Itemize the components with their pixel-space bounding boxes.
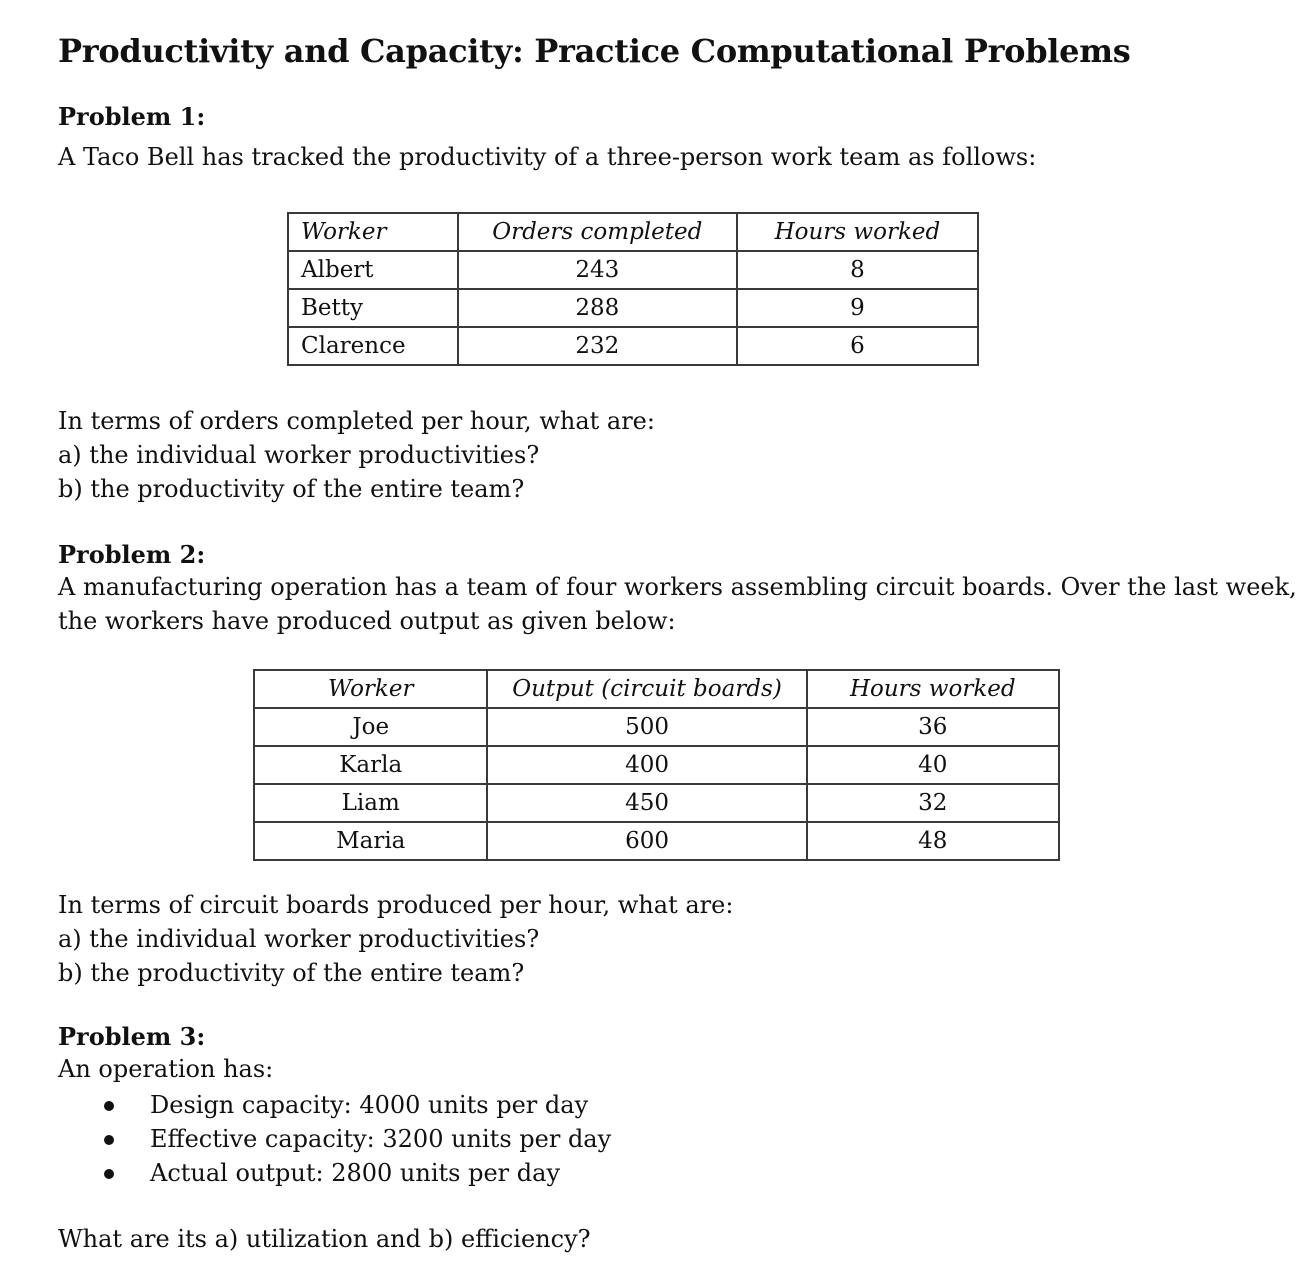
table-cell: 6: [737, 327, 978, 365]
problem-2-table: [253, 669, 1060, 861]
problem-3-heading: Problem 3:: [58, 1022, 206, 1051]
table-cell: 40: [807, 746, 1059, 784]
table-row: [288, 327, 978, 365]
table-row: [288, 289, 978, 327]
list-item: [58, 1156, 611, 1190]
table-cell: Clarence: [288, 327, 458, 365]
column-header: Output (circuit boards): [487, 670, 806, 708]
table-cell: 288: [458, 289, 737, 327]
bullet-icon: [104, 1169, 114, 1179]
column-header: Hours worked: [737, 213, 978, 251]
problem-1-intro: A Taco Bell has tracked the productivity of a three-person work team as follows:: [58, 143, 1037, 171]
question-line: b) the productivity of the entire team?: [58, 959, 525, 987]
page-title: Productivity and Capacity: Practice Computational Problems: [58, 32, 1131, 70]
table-cell: 48: [807, 822, 1059, 860]
table-row: [254, 708, 1059, 746]
table-row: [254, 822, 1059, 860]
table-row: [254, 784, 1059, 822]
table-cell: Maria: [254, 822, 487, 860]
intro-line: A manufacturing operation has a team of four workers assembling circuit boards. Over the last week,: [58, 573, 1297, 601]
problem-3-question: What are its a) utilization and b) efficiency?: [58, 1225, 591, 1253]
table-header-row: [254, 670, 1059, 708]
table-header-row: [288, 213, 978, 251]
problem-3-bullet-list: [58, 1088, 611, 1190]
table-cell: 36: [807, 708, 1059, 746]
question-line: a) the individual worker productivities?: [58, 441, 540, 469]
question-line: In terms of orders completed per hour, what are:: [58, 407, 655, 435]
table-cell: 32: [807, 784, 1059, 822]
table-row: [288, 251, 978, 289]
table-cell: 232: [458, 327, 737, 365]
table-cell: 400: [487, 746, 806, 784]
bullet-icon: [104, 1135, 114, 1145]
column-header: Worker: [254, 670, 487, 708]
table-cell: 243: [458, 251, 737, 289]
table-cell: 8: [737, 251, 978, 289]
problem-2-intro: [58, 570, 1297, 638]
table-cell: Albert: [288, 251, 458, 289]
intro-line: the workers have produced output as given below:: [58, 607, 676, 635]
problem-3-intro: An operation has:: [58, 1055, 274, 1083]
list-item: [58, 1122, 611, 1156]
table-cell: Joe: [254, 708, 487, 746]
list-item-text: Design capacity: 4000 units per day: [150, 1091, 589, 1119]
list-item-text: Actual output: 2800 units per day: [150, 1159, 561, 1187]
problem-1-heading: Problem 1:: [58, 102, 206, 131]
problem-2-heading: Problem 2:: [58, 540, 206, 569]
table-cell: Karla: [254, 746, 487, 784]
problem-2-questions: [58, 888, 733, 990]
table-cell: 450: [487, 784, 806, 822]
bullet-icon: [104, 1101, 114, 1111]
question-line: a) the individual worker productivities?: [58, 925, 540, 953]
list-item: [58, 1088, 611, 1122]
list-item-text: Effective capacity: 3200 units per day: [150, 1125, 612, 1153]
problem-1-table: [287, 212, 979, 366]
table-cell: 600: [487, 822, 806, 860]
table-row: [254, 746, 1059, 784]
question-line: b) the productivity of the entire team?: [58, 475, 525, 503]
problem-1-questions: [58, 404, 655, 506]
column-header: Orders completed: [458, 213, 737, 251]
table-cell: 9: [737, 289, 978, 327]
question-line: In terms of circuit boards produced per hour, what are:: [58, 891, 734, 919]
table-cell: 500: [487, 708, 806, 746]
table-cell: Liam: [254, 784, 487, 822]
table-cell: Betty: [288, 289, 458, 327]
column-header: Worker: [288, 213, 458, 251]
column-header: Hours worked: [807, 670, 1059, 708]
